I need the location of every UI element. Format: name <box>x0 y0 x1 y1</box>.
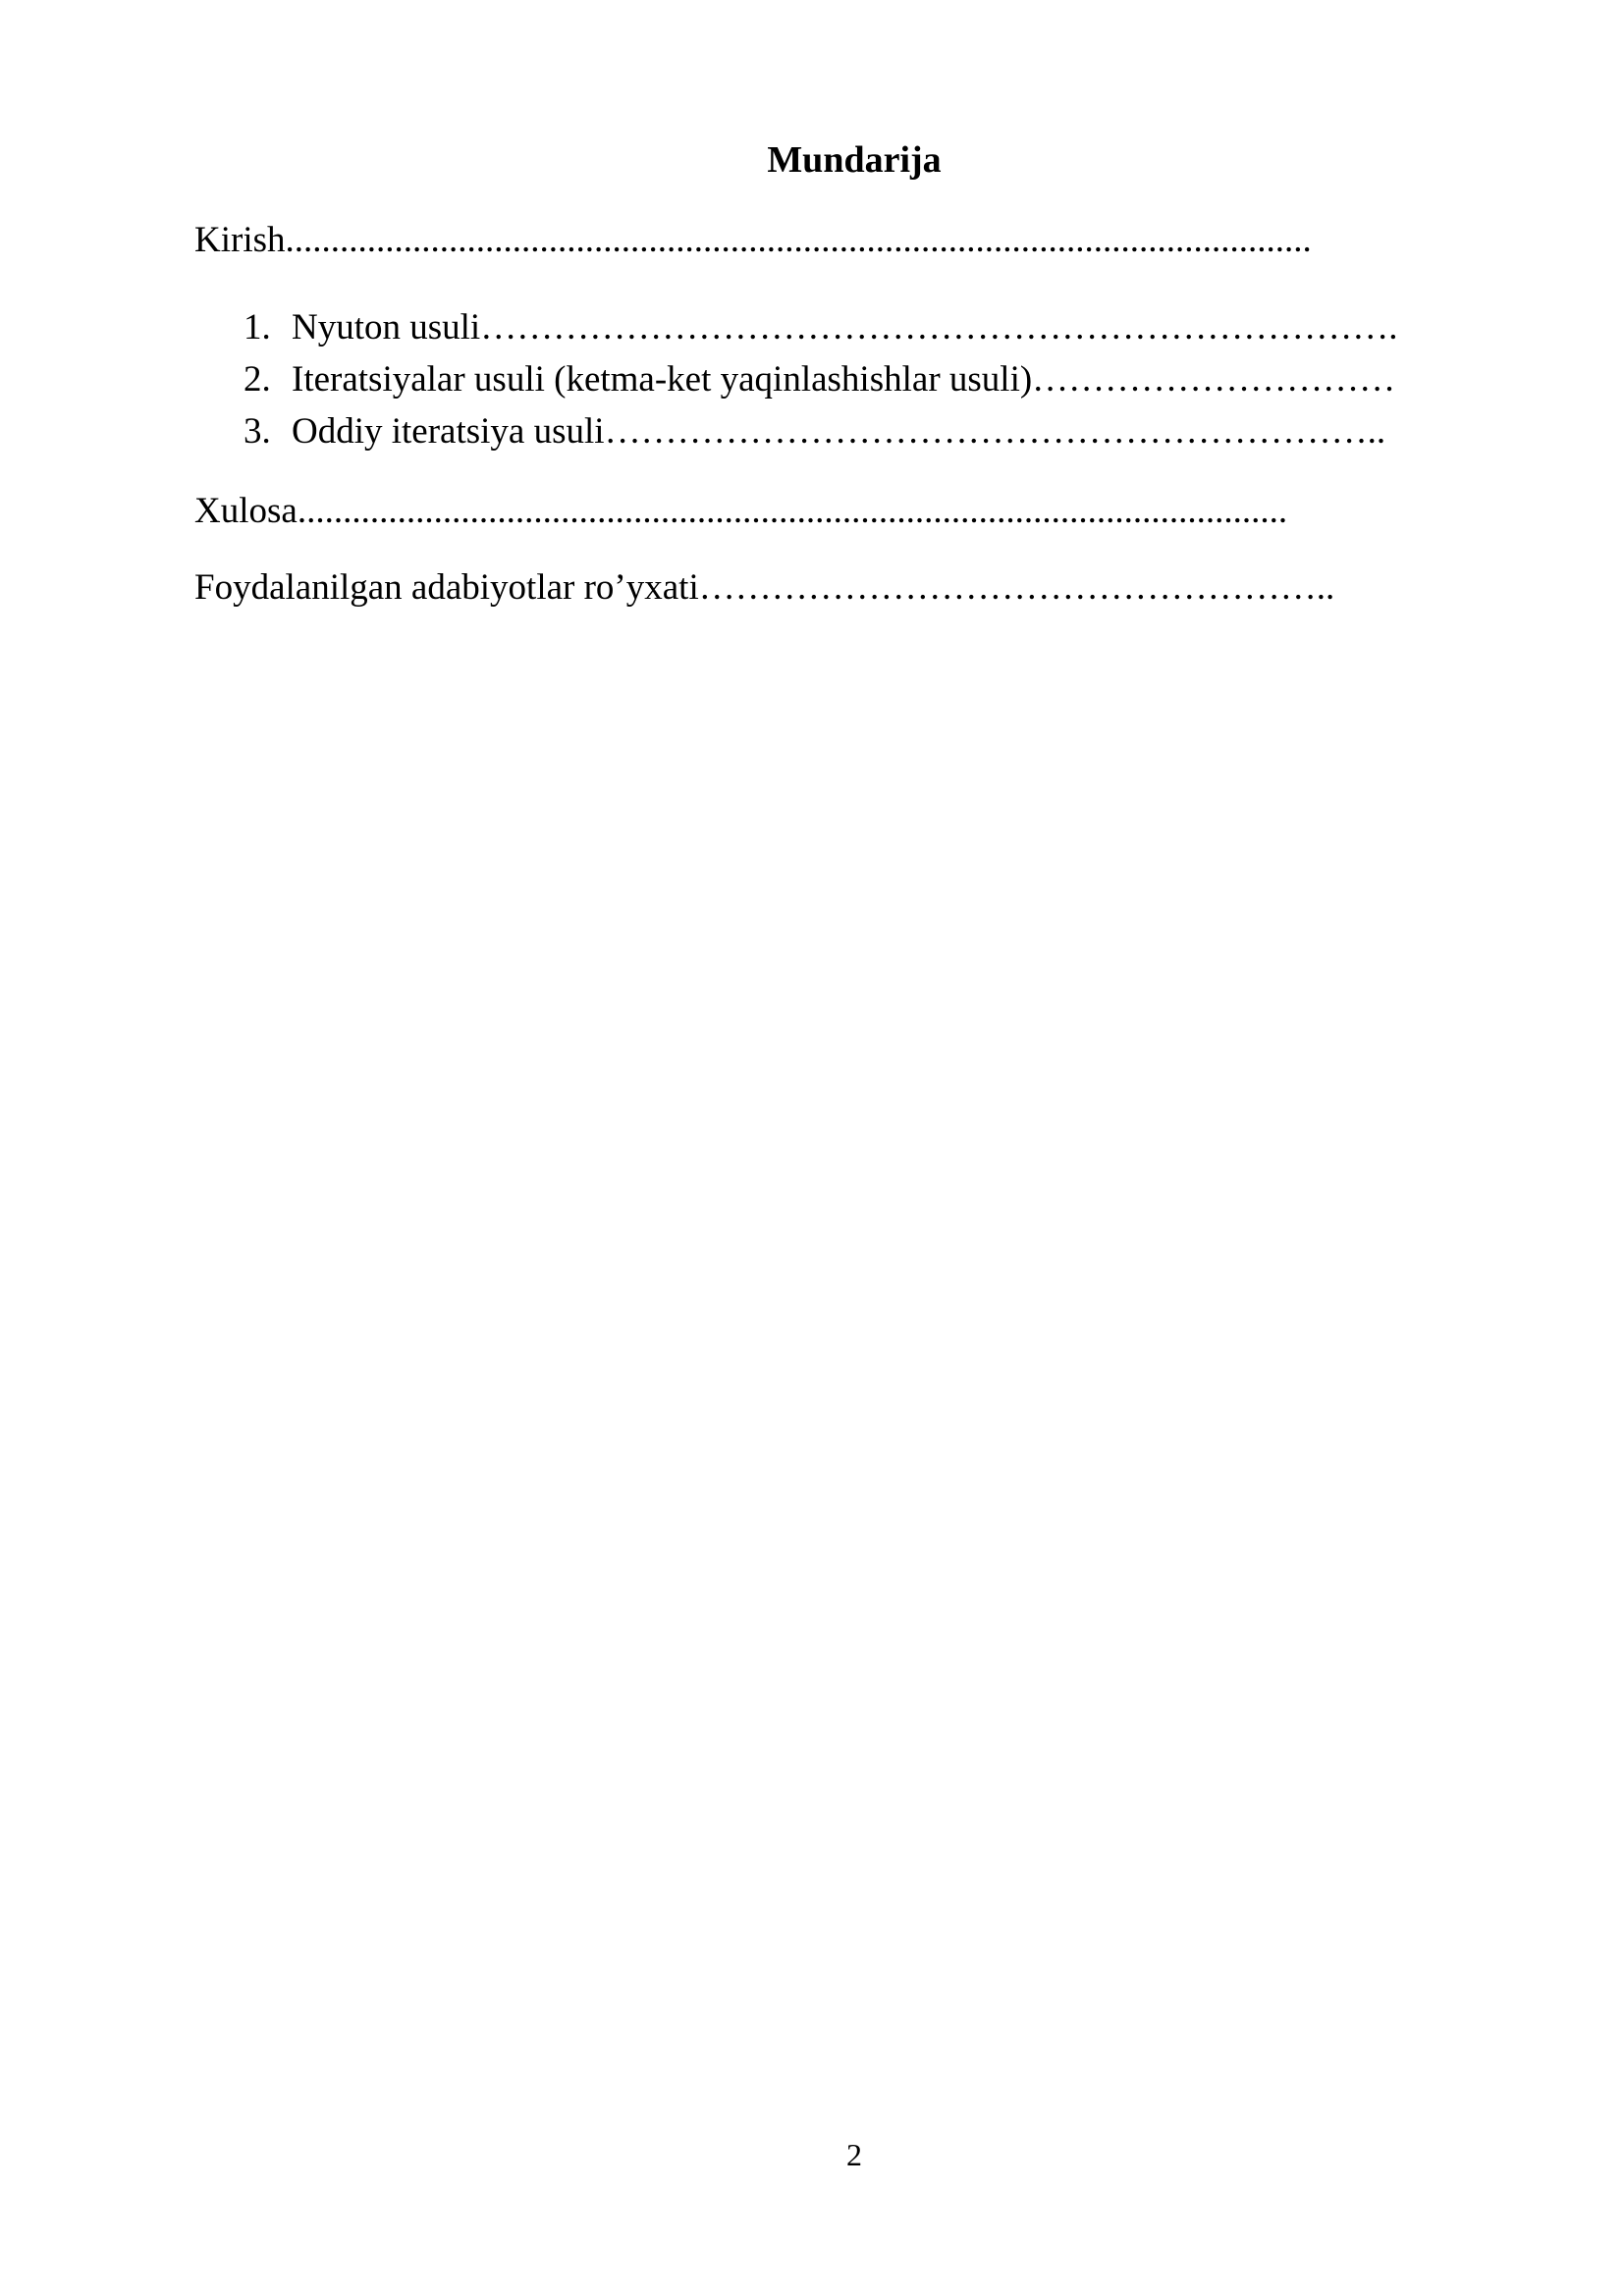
toc-item-number: 1. <box>244 307 271 347</box>
toc-entry-kirish: Kirish................................................................................................................. <box>194 220 1312 260</box>
toc-item-number: 2. <box>244 359 271 400</box>
toc-item-number: 3. <box>244 411 271 452</box>
toc-numbered-list <box>244 301 1397 457</box>
toc-list-item <box>244 301 1397 353</box>
page-title: Mundarija <box>767 139 942 181</box>
toc-entry-references: Foydalanilgan adabiyotlar ro’yxati…………………………………………….. <box>194 567 1335 608</box>
toc-list-item <box>244 353 1397 405</box>
toc-item-text: Iteratsiyalar usuli (ketma-ket yaqinlashishlar usuli)………………………… <box>292 359 1396 400</box>
toc-item-text: Nyuton usuli…………………………………………………………………. <box>292 307 1398 347</box>
page-number: 2 <box>846 2137 862 2172</box>
toc-entry-xulosa: Xulosa............................................................................................................. <box>194 491 1288 531</box>
toc-list-item <box>244 405 1397 457</box>
toc-item-text: Oddiy iteratsiya usuli……………………………………………………….. <box>292 411 1386 452</box>
